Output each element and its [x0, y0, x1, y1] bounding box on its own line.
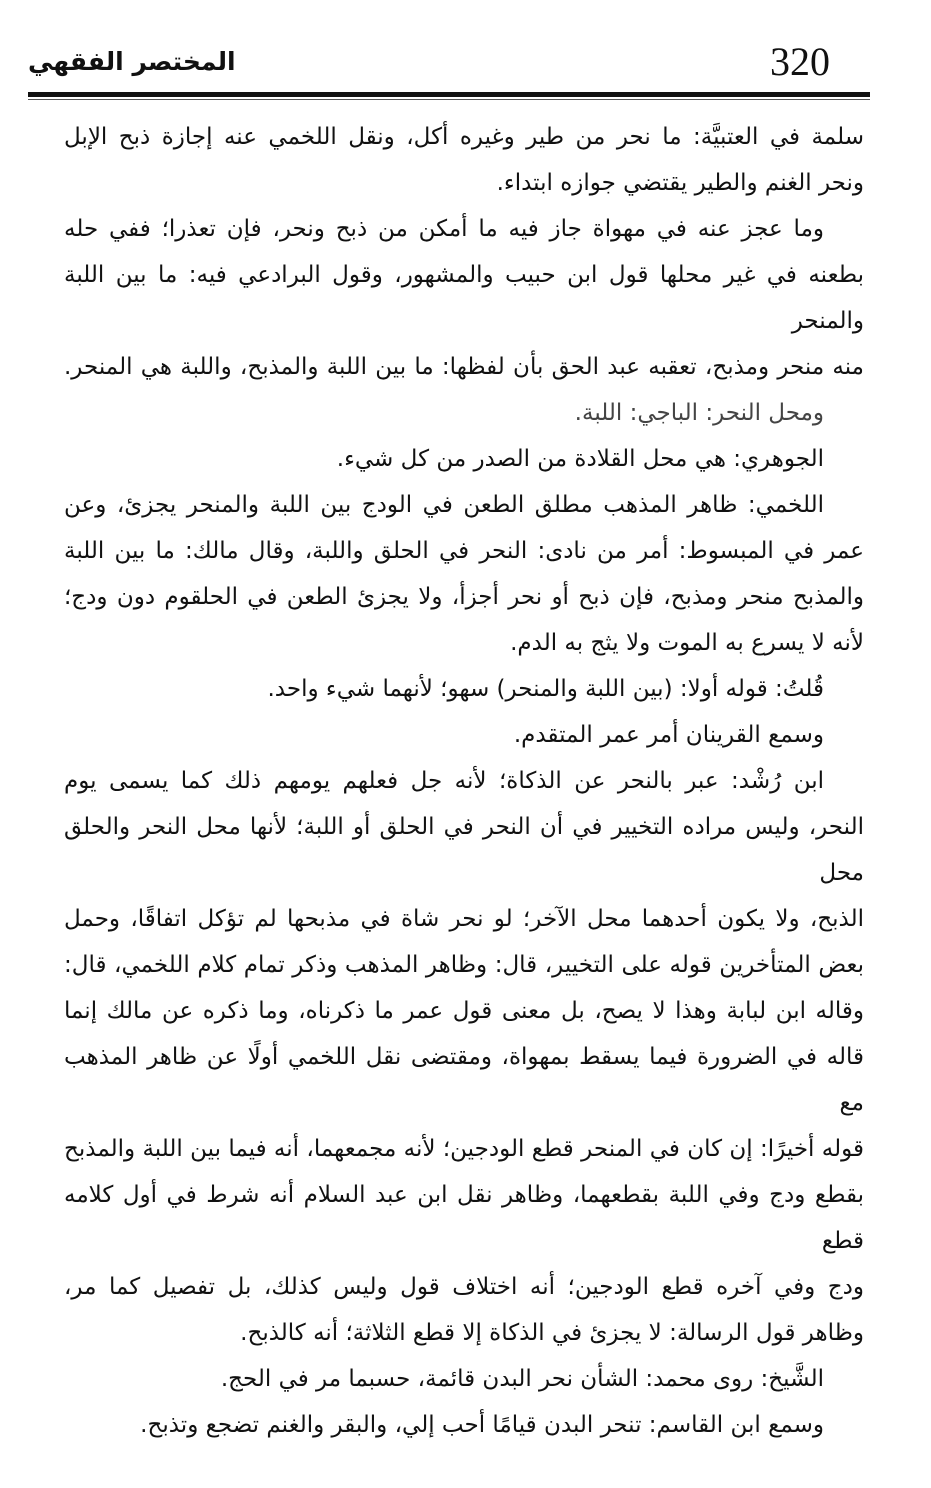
text-line: ودج وفي آخره قطع الودجين؛ أنه اختلاف قول وليس كذلك، بل تفصيل كما مر، — [64, 1274, 864, 1300]
text-line: ومحل النحر: الباجي: اللبة. — [574, 400, 824, 426]
text-line: لأنه لا يسرع به الموت ولا يثج به الدم. — [510, 630, 864, 656]
text-line: قاله في الضرورة فيما يسقط بمهواة، ومقتضى نقل اللخمي أولًا عن ظاهر المذهب مع — [64, 1044, 864, 1116]
page-number: 320 — [770, 39, 830, 84]
text-line: وما عجز عنه في مهواة جاز فيه ما أمكن من ذبح ونحر، فإن تعذرا؛ ففي حله — [64, 216, 824, 242]
text-line: الذبح، ولا يكون أحدهما محل الآخر؛ لو نحر شاة في مذبحها لم تؤكل اتفاقًا، وحمل — [64, 906, 864, 932]
book-title: المختصر الفقهي — [28, 47, 236, 76]
text-line: وقاله ابن لبابة وهذا لا يصح، بل معنى قول عمر ما ذكرناه، وما ذكره عن مالك إنما — [64, 998, 864, 1024]
text-line: منه منحر ومذبح، تعقبه عبد الحق بأن لفظها: ما بين اللبة والمذبح، واللبة هي المنحر. — [64, 354, 864, 380]
text-line: وسمع ابن القاسم: تنحر البدن قيامًا أحب إلي، والبقر والغنم تضجع وتذبح. — [140, 1412, 824, 1438]
text-line: ابن رُشْد: عبر بالنحر عن الذكاة؛ لأنه جل فعلهم يومهم ذلك كما يسمى يوم — [64, 768, 824, 794]
page-body — [64, 0, 864, 1488]
text-line: النحر، وليس مراده التخيير في أن النحر في الحلق أو اللبة؛ لأنها محل النحر والحلق محل — [64, 814, 864, 886]
text-line: والمذبح منحر ومذبح، فإن ذبح أو نحر أجزأ، ولا يجزئ الطعن في الحلقوم دون ودج؛ — [64, 584, 864, 610]
text-line: اللخمي: ظاهر المذهب مطلق الطعن في الودج بين اللبة والمنحر يجزئ، وعن — [64, 492, 824, 518]
text-line: بقطع ودج وفي اللبة بقطعهما، وظاهر نقل ابن عبد السلام أنه شرط في أول كلامه قطع — [64, 1182, 864, 1254]
text-line: بعض المتأخرين قوله على التخيير، قال: وظاهر المذهب وذكر تمام كلام اللخمي، قال: — [64, 952, 864, 978]
text-line: الشَّيخ: روى محمد: الشأن نحر البدن قائمة، حسبما مر في الحج. — [220, 1366, 824, 1392]
text-line: سلمة في العتبيَّة: ما نحر من طير وغيره أكل، ونقل اللخمي عنه إجازة ذبح الإبل — [64, 124, 864, 150]
text-line: الجوهري: هي محل القلادة من الصدر من كل شيء. — [336, 446, 824, 472]
text-line: وظاهر قول الرسالة: لا يجزئ في الذكاة إلا قطع الثلاثة؛ أنه كالذبح. — [240, 1320, 864, 1346]
text-line: وسمع القرينان أمر عمر المتقدم. — [513, 722, 824, 748]
text-line: قوله أخيرًا: إن كان في المنحر قطع الودجين؛ لأنه مجمعهما، أنه فيما بين اللبة والمذبح — [64, 1136, 864, 1162]
text-line: ونحر الغنم والطير يقتضي جوازه ابتداء. — [496, 170, 864, 196]
text-line: قُلتُ: قوله أولا: (بين اللبة والمنحر) سهو؛ لأنهما شيء واحد. — [267, 676, 824, 702]
text-line: بطعنه في غير محلها قول ابن حبيب والمشهور، وقول البرادعي فيه: ما بين اللبة والمنحر — [64, 262, 864, 334]
text-line: عمر في المبسوط: أمر من نادى: النحر في الحلق واللبة، وقال مالك: ما بين اللبة — [64, 538, 864, 564]
